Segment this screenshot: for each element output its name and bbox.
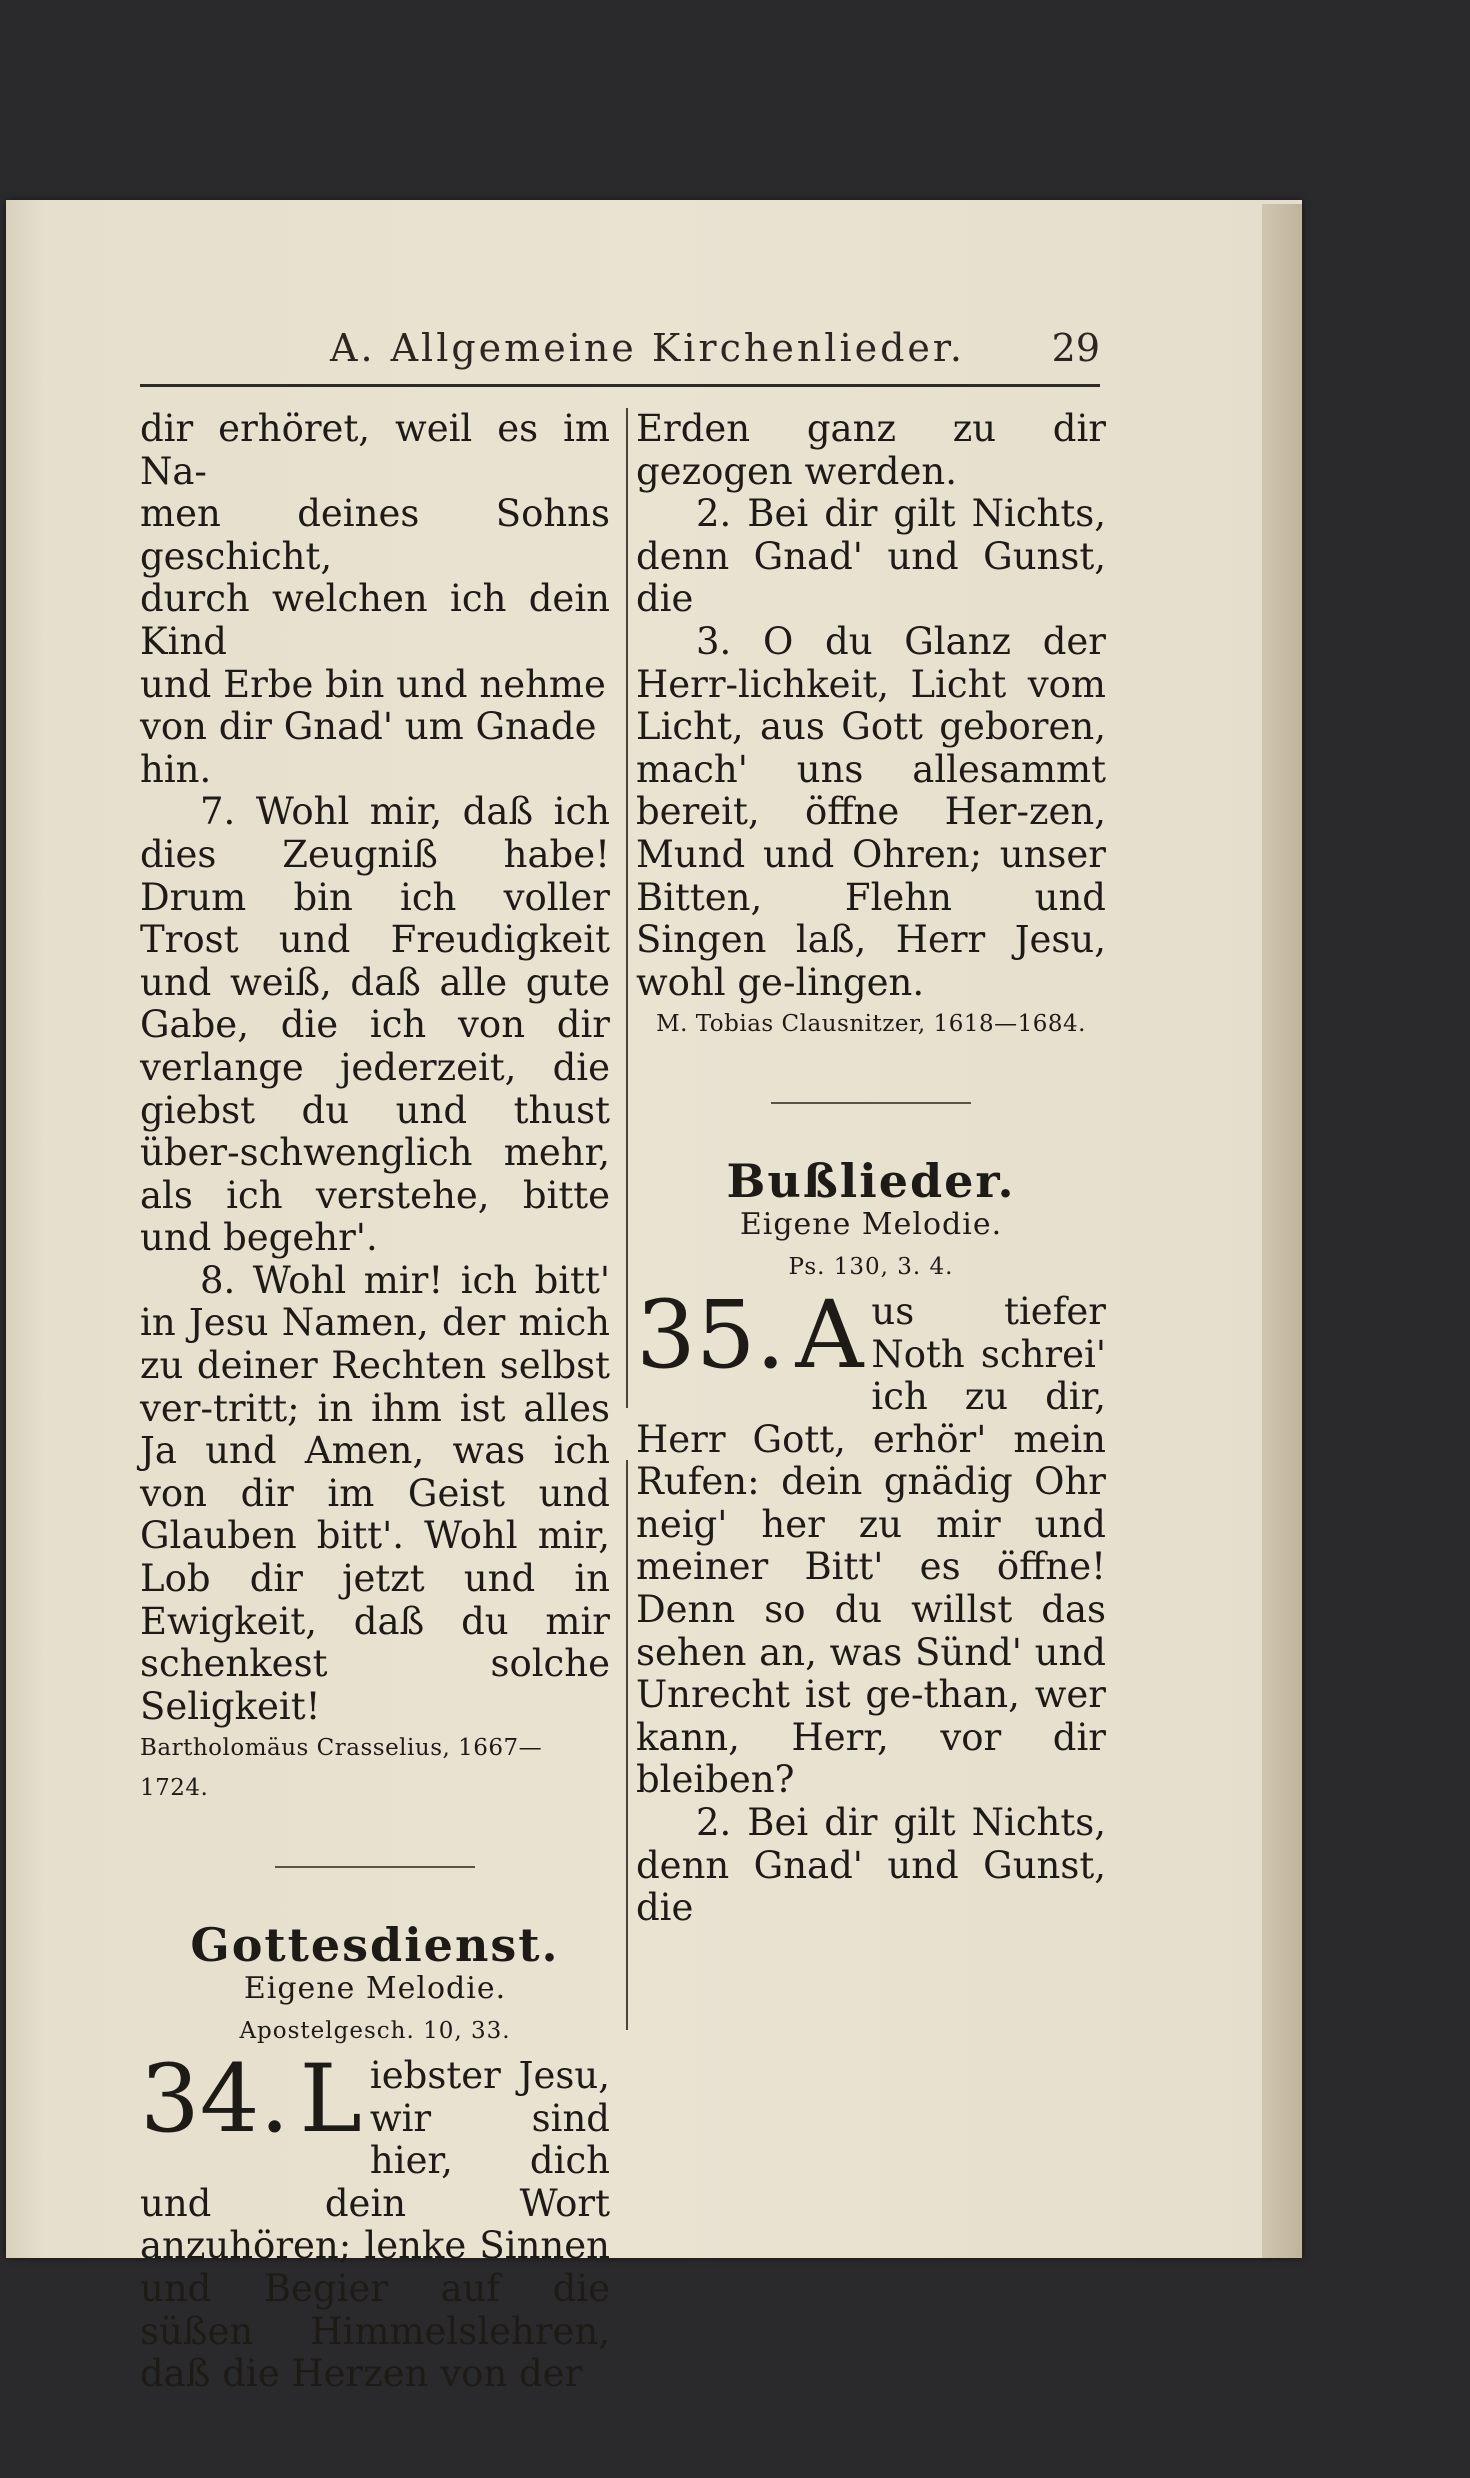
page-number: 29: [1051, 326, 1100, 370]
page-edge: [1262, 204, 1302, 2258]
drop-initial: L: [299, 2045, 362, 2154]
melody-note: Eigene Melodie.: [739, 1206, 1003, 1242]
hymn-text: us tiefer Noth schrei' ich zu dir, Herr Gott, erhör' mein Rufen: dein gnädig Ohr neig' her zu mir und meiner Bitt' es öffne! Denn so du willst das sehen an, was Sünd' und Unrecht ist ge-than, wer kann, Herr, vor dir bleiben?: [636, 1289, 1106, 1802]
text-line: durch welchen ich dein Kind: [140, 577, 610, 663]
text-line: men deines Sohns geschicht,: [140, 492, 610, 578]
verse-2-hymn-35: 2. Bei dir gilt Nichts, denn Gnad' und Gunst, die: [636, 1801, 1106, 1930]
section-divider: [771, 1102, 971, 1104]
text-line: und Erbe bin und nehme: [140, 662, 606, 706]
left-column: [140, 408, 610, 2396]
scripture-reference: Ps. 130, 3. 4.: [788, 1253, 954, 1280]
text-line: dir erhöret, weil es im Na-: [140, 407, 610, 493]
column-rule-top: [626, 408, 628, 1408]
scripture-reference: Apostelgesch. 10, 33.: [239, 2018, 511, 2044]
verse-2: 2. Bei dir gilt Nichts, denn Gnad' und Gunst, die: [636, 492, 1106, 621]
section-title: Gottesdienst.: [190, 1918, 560, 1973]
verse-3: 3. O du Glanz der Herr-lichkeit, Licht vom Licht, aus Gott geboren, mach' uns allesammt bereit, öffne Her-zen, Mund und Ohren; unser Bitten, Flehn und Singen laß, Herr Jesu, wohl ge-lingen.: [636, 619, 1106, 1004]
hymn-number: 35.: [636, 1280, 786, 1390]
continued-text: Erden ganz zu dir gezogen werden.: [636, 407, 1106, 493]
column-rule-bottom: [626, 1460, 628, 2030]
running-head: [140, 318, 1100, 378]
hymn-35: [636, 1280, 1106, 1802]
hymn-text: iebster Jesu, wir sind hier, dich und dein Wort anzuhören; lenke Sinnen und Begier auf die süßen Himmelslehren, daß die Herzen von der: [140, 2054, 610, 2396]
verse-8: 8. Wohl mir! ich bitt' in Jesu Namen, der mich zu deiner Rechten selbst ver-tritt; in ihm ist alles Ja und Amen, was ich von dir im Geist und Glauben bitt'. Wohl mir, Lob dir jetzt und in Ewigkeit, daß du mir schenkest solche Seligkeit!: [140, 1258, 610, 1728]
hymn-34: [140, 2045, 610, 2396]
text-line: hin.: [140, 747, 212, 791]
hymn-number: 34.: [140, 2045, 290, 2154]
melody-note: Eigene Melodie.: [243, 1971, 507, 2006]
section-title: Bußlieder.: [726, 1154, 1016, 1209]
running-title: A. Allgemeine Kirchenlieder.: [330, 326, 965, 370]
author-attribution: Bartholomäus Crasselius, 1667—1724.: [140, 1735, 543, 1802]
drop-initial: A: [795, 1280, 864, 1390]
author-attribution: M. Tobias Clausnitzer, 1618—1684.: [656, 1011, 1086, 1038]
section-divider: [275, 1866, 475, 1868]
verse-7: 7. Wohl mir, daß ich dies Zeugniß habe! Drum bin ich voller Trost und Freudigkeit und weiß, daß alle gute Gabe, die ich von dir verlange jederzeit, die giebst du und thust über-schwenglich mehr, als ich verstehe, bitte und begehr'.: [140, 790, 610, 1260]
header-rule: [140, 384, 1100, 387]
text-line: von dir Gnad' um Gnade: [140, 705, 597, 749]
right-column: [636, 408, 1106, 1930]
